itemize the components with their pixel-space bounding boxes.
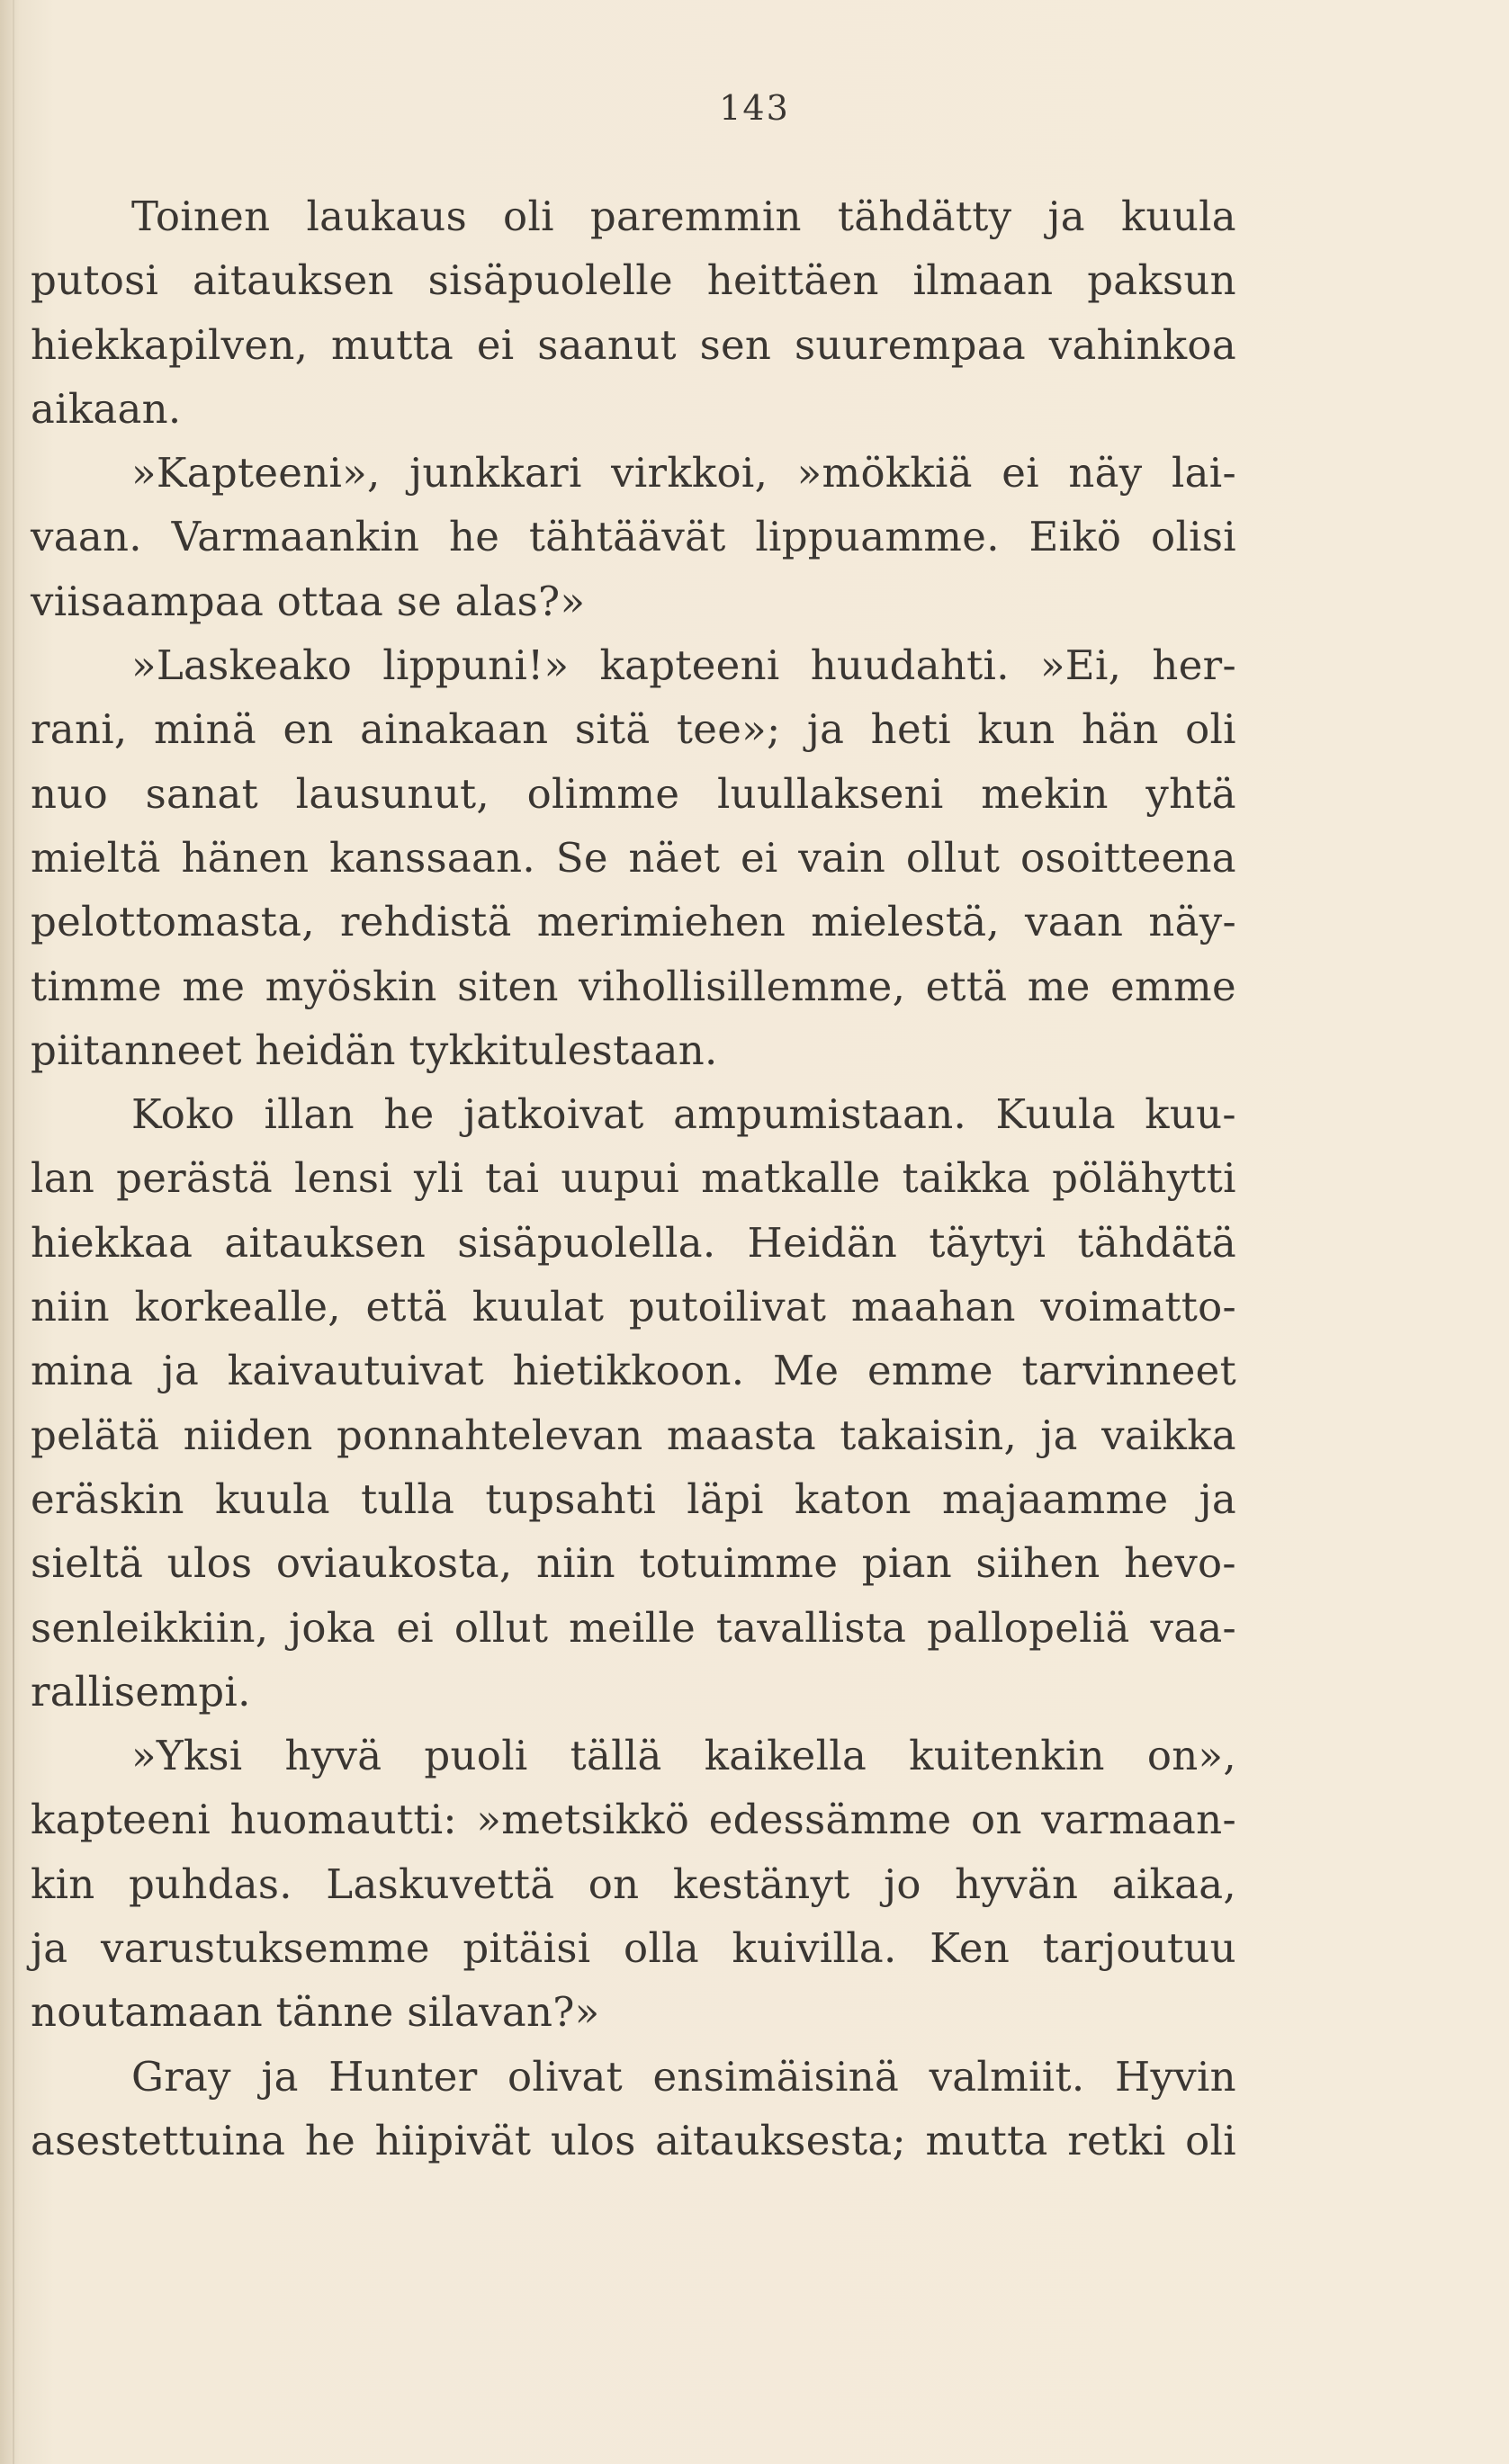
text-line bbox=[31, 569, 1236, 633]
word: kuula bbox=[214, 1474, 330, 1523]
text-line bbox=[31, 1660, 1236, 1724]
word: lippuamme. bbox=[755, 513, 1000, 561]
word: vaan. bbox=[31, 513, 142, 561]
word: että bbox=[925, 962, 1008, 1010]
word: hiipivät bbox=[374, 2116, 532, 2164]
word: junkkari bbox=[409, 449, 582, 497]
word: ei bbox=[740, 833, 778, 882]
word: heidän bbox=[255, 1026, 409, 1074]
word: vaan bbox=[1025, 898, 1124, 946]
word: pölähytti bbox=[1052, 1154, 1236, 1203]
word: ei bbox=[396, 1603, 434, 1652]
word: varmaan- bbox=[1041, 1796, 1236, 1844]
word: ainakaan bbox=[360, 705, 549, 754]
word: »Kapteeni», bbox=[131, 449, 381, 497]
word: myöskin bbox=[265, 962, 437, 1010]
text-line bbox=[31, 890, 1236, 954]
word: viisaampaa bbox=[31, 577, 277, 625]
word: tarjoutuu bbox=[1042, 1924, 1236, 1973]
word: vain bbox=[798, 833, 886, 882]
word: putosi bbox=[31, 256, 159, 305]
word: paremmin bbox=[589, 193, 802, 240]
word: yhtä bbox=[1145, 769, 1236, 818]
word: on», bbox=[1146, 1732, 1236, 1780]
word: huudahti. bbox=[810, 641, 1010, 690]
word: piitanneet bbox=[31, 1026, 256, 1074]
text-line bbox=[31, 1852, 1236, 1916]
word: mutta bbox=[925, 2116, 1048, 2164]
word: kin bbox=[31, 1859, 95, 1908]
word: varustuksemme bbox=[100, 1924, 430, 1973]
word: mieltä bbox=[31, 833, 161, 882]
word: uupui bbox=[561, 1154, 680, 1203]
word: tähdätä bbox=[1077, 1218, 1236, 1267]
word: tähtäävät bbox=[528, 513, 726, 561]
word: tai bbox=[485, 1154, 540, 1203]
word: niin bbox=[535, 1539, 615, 1588]
text-line bbox=[31, 1018, 1236, 1082]
word: sitä bbox=[574, 705, 651, 754]
word: »Yksi bbox=[131, 1732, 243, 1780]
word: ja bbox=[1199, 1474, 1236, 1523]
word: puhdas. bbox=[128, 1859, 292, 1908]
text-line bbox=[31, 1531, 1236, 1595]
word: olivat bbox=[507, 2052, 624, 2101]
word: niin bbox=[31, 1283, 110, 1331]
word: perästä bbox=[116, 1154, 274, 1203]
word: jo bbox=[884, 1859, 921, 1908]
word: saanut bbox=[537, 320, 677, 369]
word: emme bbox=[867, 1347, 993, 1395]
word: mekin bbox=[981, 769, 1109, 818]
text-line bbox=[31, 762, 1236, 826]
text-line bbox=[31, 1788, 1236, 1851]
word: ilmaan bbox=[912, 256, 1054, 305]
word: nuo bbox=[31, 769, 108, 818]
word: ulos bbox=[166, 1539, 253, 1588]
text-line bbox=[31, 1980, 1236, 2044]
word: mina bbox=[31, 1347, 134, 1395]
word: heittäen bbox=[706, 256, 879, 305]
word: kuitenkin bbox=[909, 1732, 1105, 1780]
word: ja bbox=[31, 1924, 68, 1973]
text-line bbox=[31, 633, 1236, 697]
word: hyvän bbox=[955, 1859, 1079, 1908]
word: he bbox=[304, 2116, 356, 2164]
word: lan bbox=[31, 1154, 95, 1203]
text-line bbox=[31, 1724, 1236, 1788]
word: Eikö bbox=[1028, 513, 1122, 561]
text-line bbox=[31, 313, 1236, 377]
word: valmiit. bbox=[929, 2052, 1085, 2101]
word: virkkoi, bbox=[611, 449, 768, 497]
word: siten bbox=[457, 962, 559, 1010]
body-text bbox=[31, 184, 1236, 2173]
word: se bbox=[396, 577, 455, 625]
word: takaisin, bbox=[840, 1411, 1018, 1459]
word: ja bbox=[1047, 193, 1085, 240]
word: ponnahtelevan bbox=[336, 1411, 643, 1459]
text-line bbox=[31, 1339, 1236, 1402]
text-line bbox=[31, 1082, 1236, 1146]
word: tähdätty bbox=[837, 193, 1012, 240]
word: Varmaankin bbox=[171, 513, 420, 561]
word: rallisempi. bbox=[31, 1667, 251, 1716]
text-line bbox=[31, 1596, 1236, 1660]
word: timme bbox=[31, 962, 162, 1010]
text-line bbox=[31, 377, 1236, 441]
word: majaamme bbox=[941, 1474, 1169, 1523]
word: ja bbox=[806, 705, 845, 754]
text-line bbox=[31, 2109, 1236, 2173]
word: kun bbox=[977, 705, 1055, 754]
word: »mökkiä bbox=[796, 449, 973, 497]
word: voimatto- bbox=[1040, 1283, 1236, 1331]
word: Hyvin bbox=[1114, 2052, 1236, 2101]
word: maahan bbox=[850, 1283, 1016, 1331]
word: korkealle, bbox=[134, 1283, 341, 1331]
word: kuula bbox=[1120, 193, 1236, 240]
word: kestänyt bbox=[672, 1859, 850, 1908]
word: näet bbox=[628, 833, 721, 882]
word: aikaa, bbox=[1111, 1859, 1236, 1908]
word: vihollisillemme, bbox=[579, 962, 906, 1010]
word: ollut bbox=[454, 1603, 549, 1652]
word: kaikella bbox=[704, 1732, 867, 1780]
word: senleikkiin, bbox=[31, 1603, 269, 1652]
word: joka bbox=[289, 1603, 376, 1652]
text-line bbox=[31, 441, 1236, 505]
word: »Laskeako bbox=[131, 641, 353, 690]
word: aitauksen bbox=[193, 256, 394, 305]
text-line bbox=[31, 826, 1236, 890]
word: kuu- bbox=[1145, 1090, 1236, 1139]
text-line bbox=[31, 1146, 1236, 1210]
word: meille bbox=[569, 1603, 696, 1652]
word: aitauksen bbox=[224, 1218, 427, 1267]
word: tällä bbox=[570, 1732, 662, 1780]
word: sisäpuolella. bbox=[457, 1218, 716, 1267]
word: oli bbox=[503, 193, 554, 240]
word: läpi bbox=[687, 1474, 764, 1523]
word: emme bbox=[1110, 962, 1236, 1010]
word: sen bbox=[699, 320, 772, 369]
word: tarvinneet bbox=[1021, 1347, 1236, 1395]
word: ja bbox=[261, 2052, 299, 2101]
word: lai- bbox=[1171, 449, 1236, 497]
word: ulos bbox=[550, 2116, 636, 2164]
word: hiekkaa bbox=[31, 1218, 193, 1267]
word: aikaan. bbox=[31, 384, 182, 433]
word: alas?» bbox=[454, 577, 586, 625]
word: kapteeni bbox=[31, 1796, 211, 1844]
word: maasta bbox=[666, 1411, 816, 1459]
word: ampumistaan. bbox=[673, 1090, 967, 1139]
word: vahinkoa bbox=[1048, 320, 1236, 369]
word: tänne bbox=[275, 1988, 408, 2037]
word: merimiehen bbox=[536, 898, 786, 946]
word: paksun bbox=[1087, 256, 1236, 305]
text-line bbox=[31, 1211, 1236, 1275]
word: illan bbox=[264, 1090, 355, 1139]
word: hän bbox=[1081, 705, 1159, 754]
word: edessämme bbox=[708, 1796, 952, 1844]
word: kapteeni bbox=[599, 641, 780, 690]
word: on bbox=[588, 1859, 640, 1908]
word: pitäisi bbox=[463, 1924, 591, 1973]
word: her- bbox=[1152, 641, 1236, 690]
word: mutta bbox=[330, 320, 454, 369]
word: oli bbox=[1185, 2116, 1236, 2164]
word: hyvä bbox=[284, 1732, 382, 1780]
word: totuimme bbox=[639, 1539, 839, 1588]
word: lensi bbox=[294, 1154, 393, 1203]
word: puoli bbox=[424, 1732, 528, 1780]
word: taikka bbox=[902, 1154, 1031, 1203]
word: ja bbox=[161, 1347, 200, 1395]
word: aitauksesta; bbox=[655, 2116, 906, 2164]
word: sanat bbox=[145, 769, 258, 818]
word: he bbox=[383, 1090, 435, 1139]
word: siihen bbox=[975, 1539, 1100, 1588]
word: olisi bbox=[1151, 513, 1236, 561]
word: me bbox=[1027, 962, 1091, 1010]
word: kuulat bbox=[472, 1283, 605, 1331]
text-line bbox=[31, 697, 1236, 761]
word: ottaa bbox=[276, 577, 397, 625]
word: oli bbox=[1185, 705, 1236, 754]
word: ei bbox=[476, 320, 515, 369]
word: rehdistä bbox=[339, 898, 512, 946]
word: pelottomasta, bbox=[31, 898, 315, 946]
word: pelätä bbox=[31, 1411, 160, 1459]
word: minä bbox=[153, 705, 257, 754]
word: ensimäisinä bbox=[652, 2052, 900, 2101]
word: Se bbox=[555, 833, 608, 882]
page-gutter-shadow bbox=[13, 0, 14, 2464]
word: olla bbox=[624, 1924, 699, 1973]
word: Koko bbox=[131, 1090, 236, 1139]
word: noutamaan bbox=[31, 1988, 276, 2037]
word: oviaukosta, bbox=[275, 1539, 513, 1588]
word: sieltä bbox=[31, 1539, 144, 1588]
word: tykkitulestaan. bbox=[409, 1026, 718, 1074]
word: en bbox=[283, 705, 334, 754]
word: pallopeliä bbox=[927, 1603, 1130, 1652]
word: rani, bbox=[31, 705, 128, 754]
word: huomautti: bbox=[229, 1796, 457, 1844]
word: retki bbox=[1067, 2116, 1166, 2164]
page-number: 143 bbox=[719, 88, 790, 128]
word: katon bbox=[795, 1474, 912, 1523]
word: jatkoivat bbox=[463, 1090, 644, 1139]
text-line bbox=[31, 2045, 1236, 2109]
word: vaikka bbox=[1101, 1411, 1236, 1459]
word: mielestä, bbox=[811, 898, 1000, 946]
word: Kuula bbox=[995, 1090, 1116, 1139]
word: pian bbox=[861, 1539, 952, 1588]
word: luullakseni bbox=[716, 769, 944, 818]
word: eräskin bbox=[31, 1474, 184, 1523]
word: ollut bbox=[905, 833, 1001, 882]
word: niiden bbox=[183, 1411, 313, 1459]
word: kuivilla. bbox=[732, 1924, 897, 1973]
word: putoilivat bbox=[628, 1283, 827, 1331]
word: sisäpuolelle bbox=[427, 256, 673, 305]
word: Laskuvettä bbox=[326, 1859, 555, 1908]
word: täytyi bbox=[929, 1218, 1046, 1267]
text-line bbox=[31, 1467, 1236, 1531]
word: matkalle bbox=[701, 1154, 881, 1203]
word: tavallista bbox=[715, 1603, 907, 1652]
word: »Ei, bbox=[1039, 641, 1122, 690]
text-line bbox=[31, 184, 1236, 248]
word: he bbox=[448, 513, 500, 561]
word: Hunter bbox=[328, 2052, 478, 2101]
word: Toinen bbox=[131, 193, 271, 240]
word: olimme bbox=[526, 769, 680, 818]
word: asestettuina bbox=[31, 2116, 286, 2164]
word: tulla bbox=[361, 1474, 455, 1523]
word: Me bbox=[773, 1347, 840, 1395]
word: me bbox=[182, 962, 246, 1010]
word: hevo- bbox=[1124, 1539, 1236, 1588]
word: tee»; bbox=[676, 705, 781, 754]
word: laukaus bbox=[306, 193, 467, 240]
word: Heidän bbox=[747, 1218, 898, 1267]
word: yli bbox=[414, 1154, 464, 1203]
word: osoitteena bbox=[1019, 833, 1236, 882]
word: kaivautuivat bbox=[227, 1347, 484, 1395]
word: tupsahti bbox=[485, 1474, 657, 1523]
word: suurempaa bbox=[794, 320, 1026, 369]
text-line bbox=[31, 1916, 1236, 1980]
word: näy- bbox=[1148, 898, 1236, 946]
word: ei bbox=[1002, 449, 1039, 497]
word: hietikkoon. bbox=[512, 1347, 745, 1395]
word: »metsikkö bbox=[476, 1796, 690, 1844]
word: vaa- bbox=[1150, 1603, 1236, 1652]
word: on bbox=[971, 1796, 1022, 1844]
word: hänen bbox=[181, 833, 310, 882]
word: hiekkapilven, bbox=[31, 320, 309, 369]
word: ja bbox=[1040, 1411, 1078, 1459]
word: Ken bbox=[930, 1924, 1010, 1973]
word: Gray bbox=[131, 2052, 231, 2101]
word: lausunut, bbox=[295, 769, 490, 818]
text-line bbox=[31, 248, 1236, 312]
word: kanssaan. bbox=[329, 833, 536, 882]
text-line bbox=[31, 505, 1236, 569]
word: näy bbox=[1068, 449, 1143, 497]
text-line bbox=[31, 1275, 1236, 1339]
text-line bbox=[31, 954, 1236, 1018]
word: lippuni!» bbox=[382, 641, 570, 690]
word: silavan?» bbox=[407, 1988, 600, 2037]
text-line bbox=[31, 1403, 1236, 1467]
word: heti bbox=[870, 705, 951, 754]
word: että bbox=[365, 1283, 448, 1331]
